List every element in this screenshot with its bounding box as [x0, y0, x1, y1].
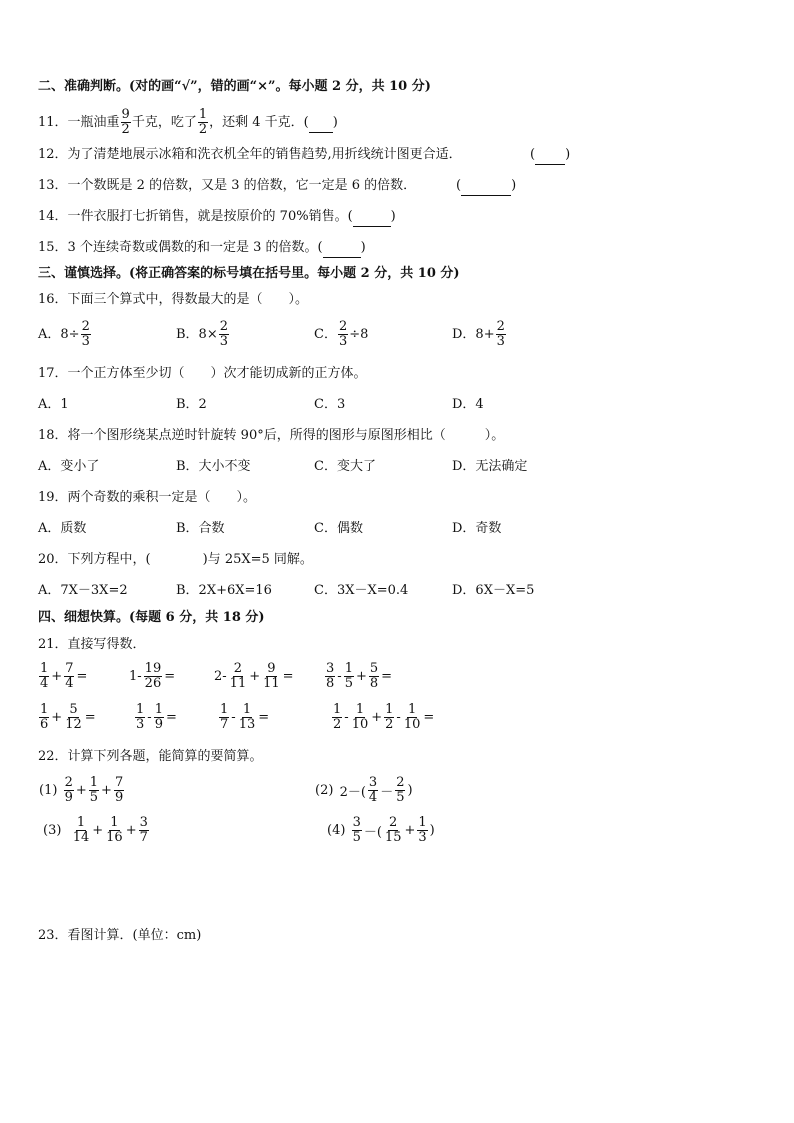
question-12: 12．为了清楚地展示冰箱和洗衣机全年的销售趋势,用折线统计图更合适． — [38, 147, 462, 162]
question-19: 19．两个奇数的乘积一定是（ ）。 — [38, 490, 257, 505]
q19-option-d[interactable]: D．奇数 — [452, 521, 502, 536]
q18-option-b[interactable]: B．大小不变 — [176, 459, 251, 474]
q16-option-a[interactable]: A．8÷ $\frac{2}{3}$ — [38, 319, 90, 349]
q21-expr-7: $\frac{1}{7}$ - $\frac{1}{13}$ = — [220, 702, 270, 732]
q20-option-b[interactable]: B．2X+6X=16 — [176, 583, 272, 598]
q18-option-a[interactable]: A．变小了 — [38, 459, 100, 474]
answer-blank[interactable] — [353, 208, 391, 227]
question-13-answer: ( ) — [456, 177, 516, 196]
q16-option-b[interactable]: B．8× $\frac{2}{3}$ — [176, 319, 228, 349]
question-18: 18．将一个图形绕某点逆时针旋转 90°后，所得的图形与原图形相比（ ）。 — [38, 428, 505, 443]
answer-blank[interactable] — [535, 146, 565, 165]
question-17: 17．一个正方体至少切（ ）次才能切成新的正方体。 — [38, 366, 367, 381]
q20-option-a[interactable]: A．7X－3X=2 — [38, 583, 128, 598]
q16-option-d[interactable]: D．8+ $\frac{2}{3}$ — [452, 319, 505, 349]
answer-blank[interactable] — [309, 114, 333, 133]
section-4-header: 四、细想快算。(每题 6 分，共 18 分) — [38, 610, 265, 625]
question-15: 15．3 个连续奇数或偶数的和一定是 3 的倍数。( ) — [38, 239, 366, 258]
q22-expr-3: (3) $\frac{1}{14}$ + $\frac{1}{16}$ + $\frac{3}{7}$ — [43, 815, 148, 845]
question-21: 21．直接写得数． — [38, 637, 146, 652]
question-13: 13．一个数既是 2 的倍数，又是 3 的倍数，它一定是 6 的倍数． — [38, 178, 417, 193]
question-14: 14．一件衣服打七折销售，就是按原价的 70%销售。( ) — [38, 208, 396, 227]
q19-option-b[interactable]: B．合数 — [176, 521, 225, 536]
q21-expr-5: $\frac{1}{6}$ + $\frac{5}{12}$ = — [40, 702, 96, 732]
q17-option-d[interactable]: D．4 — [452, 397, 484, 412]
question-11: 11．一瓶油重 $\frac{9}{2}$ 千克，吃了 $\frac{1}{2}$ ，还剩 4 千克．( ) — [38, 107, 338, 137]
q20-option-c[interactable]: C．3X－X=0.4 — [314, 583, 409, 598]
q18-option-d[interactable]: D．无法确定 — [452, 459, 528, 474]
q21-expr-4: $\frac{3}{8}$ - $\frac{1}{5}$ + $\frac{5}{8}$ = — [326, 661, 393, 691]
q16-option-c[interactable]: C． $\frac{2}{3}$ ÷8 — [314, 319, 369, 349]
answer-blank[interactable] — [461, 177, 511, 196]
question-22: 22．计算下列各题，能简算的要简算。 — [38, 749, 263, 764]
answer-blank[interactable] — [323, 239, 361, 258]
q21-expr-8: $\frac{1}{2}$ - $\frac{1}{10}$ + $\frac{1}{2}$ - $\frac{1}{10}$ = — [333, 702, 435, 732]
q17-option-a[interactable]: A．1 — [38, 397, 69, 412]
q21-expr-3: 2- $\frac{2}{11}$ + $\frac{9}{11}$ = — [214, 661, 294, 691]
section-3-header: 三、谨慎选择。(将正确答案的标号填在括号里。每小题 2 分，共 10 分) — [38, 266, 460, 281]
q20-option-d[interactable]: D．6X－X=5 — [452, 583, 535, 598]
q21-expr-1: $\frac{1}{4}$ + $\frac{7}{4}$ = — [40, 661, 88, 691]
q17-option-b[interactable]: B．2 — [176, 397, 207, 412]
section-2-header: 二、准确判断。(对的画“√”，错的画“×”。每小题 2 分，共 10 分) — [38, 79, 431, 94]
q22-expr-1: (1) $\frac{2}{9}$ + $\frac{1}{5}$ + $\frac{7}{9}$ — [39, 775, 124, 805]
q22-expr-4: (4) $\frac{3}{5}$ －( $\frac{2}{15}$ + $\frac{1}{3}$ ) — [327, 815, 435, 845]
q21-expr-6: $\frac{1}{3}$ - $\frac{1}{9}$ = — [136, 702, 177, 732]
q17-option-c[interactable]: C．3 — [314, 397, 346, 412]
question-16: 16．下面三个算式中，得数最大的是（ ）。 — [38, 292, 309, 307]
question-23: 23．看图计算．(单位：cm) — [38, 928, 202, 943]
q19-option-a[interactable]: A．质数 — [38, 521, 87, 536]
q21-expr-2: 1- $\frac{19}{26}$ = — [129, 661, 176, 691]
q18-option-c[interactable]: C．变大了 — [314, 459, 376, 474]
question-12-answer: ( ) — [530, 146, 570, 165]
q22-expr-2: (2) 2－( $\frac{3}{4}$ － $\frac{2}{5}$ ) — [315, 775, 413, 805]
q19-option-c[interactable]: C．偶数 — [314, 521, 363, 536]
question-20: 20．下列方程中，( )与 25X=5 同解。 — [38, 552, 313, 567]
